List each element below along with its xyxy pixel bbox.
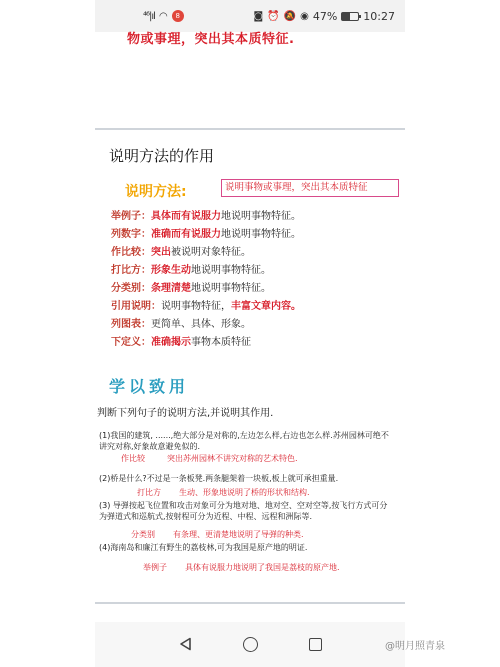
method-name: 列数字： [111, 229, 151, 240]
eye-icon: ◉ [300, 10, 309, 22]
back-triangle-icon [179, 637, 192, 651]
method-name: 下定义： [111, 337, 151, 348]
answer-1 [121, 453, 298, 464]
status-left [143, 10, 184, 22]
study-title: 学以致用 [109, 377, 190, 396]
instruction: 判断下列句子的说明方法,并说明其作用. [97, 408, 274, 419]
method-highlight: 准确揭示 [151, 337, 191, 348]
signal-icon: ⁴⁶|ıl [143, 10, 155, 22]
clock: 10:27 [363, 9, 395, 23]
method-highlight: 准确而有说服力 [151, 229, 221, 240]
method-name: 引用说明： [111, 301, 161, 312]
method-highlight: 具体而有说服力 [151, 211, 221, 222]
shuoming-box: 说明事物或事理，突出其本质特征 [221, 179, 399, 197]
notification-badge: 8 [172, 10, 184, 22]
answer-4-effect: 具体有说服力地说明了我国是荔枝的原产地. [185, 563, 340, 572]
answer-3 [131, 529, 304, 540]
answer-4-method: 举例子 [143, 563, 167, 572]
method-text: 地说明事物特征。 [221, 211, 301, 222]
home-button[interactable] [240, 634, 260, 654]
method-row [111, 298, 401, 316]
question-2: (2)桥是什么?不过是一条板凳.两条腿架着一块板,板上就可承担重量. [99, 474, 339, 483]
battery-percent: 47% [312, 9, 338, 23]
question-1: (1)我国的建筑, ......,绝大部分是对称的,左边怎么样,右边也怎么样.苏州园林可绝不讲究对称,好象故意避免似的. [99, 431, 389, 451]
method-text: 更简单、具体、形象。 [151, 319, 251, 330]
method-text: 地说明事物特征。 [191, 283, 271, 294]
status-right [254, 10, 396, 23]
method-row [111, 316, 401, 334]
method-row [111, 262, 401, 280]
method-name: 举例子： [111, 211, 151, 222]
method-row [111, 208, 401, 226]
method-highlight: 条理清楚 [151, 283, 191, 294]
mute-icon: 🔕 [283, 10, 297, 22]
method-text: 地说明事物特征。 [221, 229, 301, 240]
method-row [111, 226, 401, 244]
recents-square-icon [309, 638, 322, 651]
alarm-icon: ⏰ [267, 10, 280, 22]
method-list [111, 208, 401, 352]
recents-button[interactable] [305, 634, 325, 654]
wifi-icon: ◠ [158, 10, 168, 22]
answer-1-method: 作比较 [121, 454, 145, 463]
bottom-divider [95, 602, 405, 604]
method-row [111, 244, 401, 262]
method-row [111, 334, 401, 352]
home-circle-icon [243, 637, 258, 652]
method-text: 事物本质特征 [191, 337, 251, 348]
watermark: @明月照青泉 [385, 641, 445, 652]
question-4: (4)海南岛和廉江有野生的荔枝林,可为我国是原产地的明证. [99, 543, 308, 552]
answer-3-effect: 有条理、更清楚地说明了导弹的种类. [173, 530, 304, 539]
method-text: 地说明事物特征。 [191, 265, 271, 276]
method-name: 作比较： [111, 247, 151, 258]
answer-3-method: 分类别 [131, 530, 155, 539]
method-name: 分类别： [111, 283, 151, 294]
answer-2 [137, 487, 310, 498]
top-cut-text: 物或事理，突出其本质特征. [127, 32, 295, 47]
battery-icon [341, 12, 359, 21]
answer-2-method: 打比方 [137, 488, 161, 497]
method-name: 列图表： [111, 319, 151, 330]
method-highlight: 形象生动 [151, 265, 191, 276]
method-highlight: 丰富文章内容。 [231, 301, 301, 312]
section-title: 说明方法的作用 [109, 147, 215, 165]
answer-2-effect: 生动、形象地说明了桥的形状和结构. [179, 488, 310, 497]
method-name: 打比方： [111, 265, 151, 276]
method-text: 被说明对象特征。 [171, 247, 251, 258]
navigation-bar [95, 622, 405, 667]
hd-icon: ◙ [253, 10, 264, 22]
method-highlight: 突出 [151, 247, 171, 258]
question-3: (3) 导弹按起飞位置和攻击对象可分为地对地、地对空、空对空等,按飞行方式可分为弹道式和巡航式,按射程可分为近程、中程、远程和洲际等. [99, 501, 388, 521]
section-divider [95, 128, 405, 130]
method-row [111, 280, 401, 298]
answer-4 [143, 562, 340, 573]
shuoming-label: 说明方法: [125, 184, 187, 200]
method-text: 说明事物特征， [161, 301, 231, 312]
document-viewer[interactable] [95, 32, 405, 622]
back-button[interactable] [175, 634, 195, 654]
answer-1-effect: 突出苏州园林不讲究对称的艺术特色. [167, 454, 298, 463]
